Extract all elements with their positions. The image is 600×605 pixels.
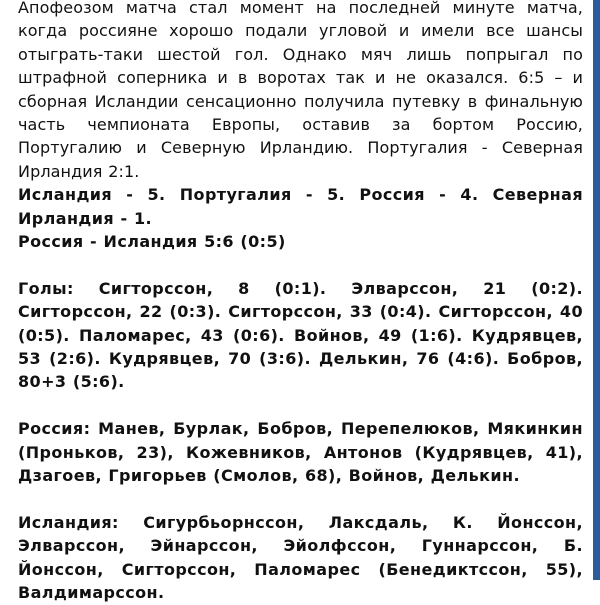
page-edge-rule <box>593 0 600 580</box>
paragraph-spacer <box>18 253 583 276</box>
iceland-lineup-paragraph: Исландия: Сигурбьорнссон, Лаксдаль, К. Йонссон, Элварссон, Эйнарссон, Эйолфссон, Гуннарссон, Б. Йонссон, Сигторссон, Паломарес (Бенедиктссон, 55), Валдимарссон. <box>18 512 583 603</box>
intro-paragraph: Апофеозом матча стал момент на последней минуте матча, когда россияне хорошо подали угловой и имели все шансы отыграть-таки шестой гол. Однако мяч лишь попрыгал по штрафной соперника и в воротах так и не оказался. 6:5 – и сборная Исландии сенсационно получила путевку в финальную часть чемпионата Европы, оставив за бортом Россию, Португалию и Северную Ирландию. Португалия - Северная Ирландия 2:1. <box>18 0 583 181</box>
paragraph-spacer <box>18 394 583 417</box>
russia-lineup-paragraph: Россия: Манев, Бурлак, Бобров, Перепелюков, Мякинкин (Проньков, 23), Кожевников, Антонов (Кудрявцев, 41), Дзагоев, Григорьев (Смолов, 68), Войнов, Делькин. <box>18 419 583 486</box>
standings-line: Исландия - 5. Португалия - 5. Россия - 4. Северная Ирландия - 1. <box>18 185 583 228</box>
goals-paragraph: Голы: Сигторссон, 8 (0:1). Элварссон, 21 (0:2). Сигторссон, 22 (0:3). Сигторссон, 33 (0:4). Сигторссон, 40 (0:5). Паломарес, 43 (0:6). Войнов, 49 (1:6). Кудрявцев, 53 (2:6). Кудрявцев, 70 (3:6). Делькин, 76 (4:6). Бобров, 80+3 (5:6). <box>18 278 583 392</box>
paragraph-spacer <box>18 488 583 511</box>
match-score-line: Россия - Исландия 5:6 (0:5) <box>18 232 286 252</box>
